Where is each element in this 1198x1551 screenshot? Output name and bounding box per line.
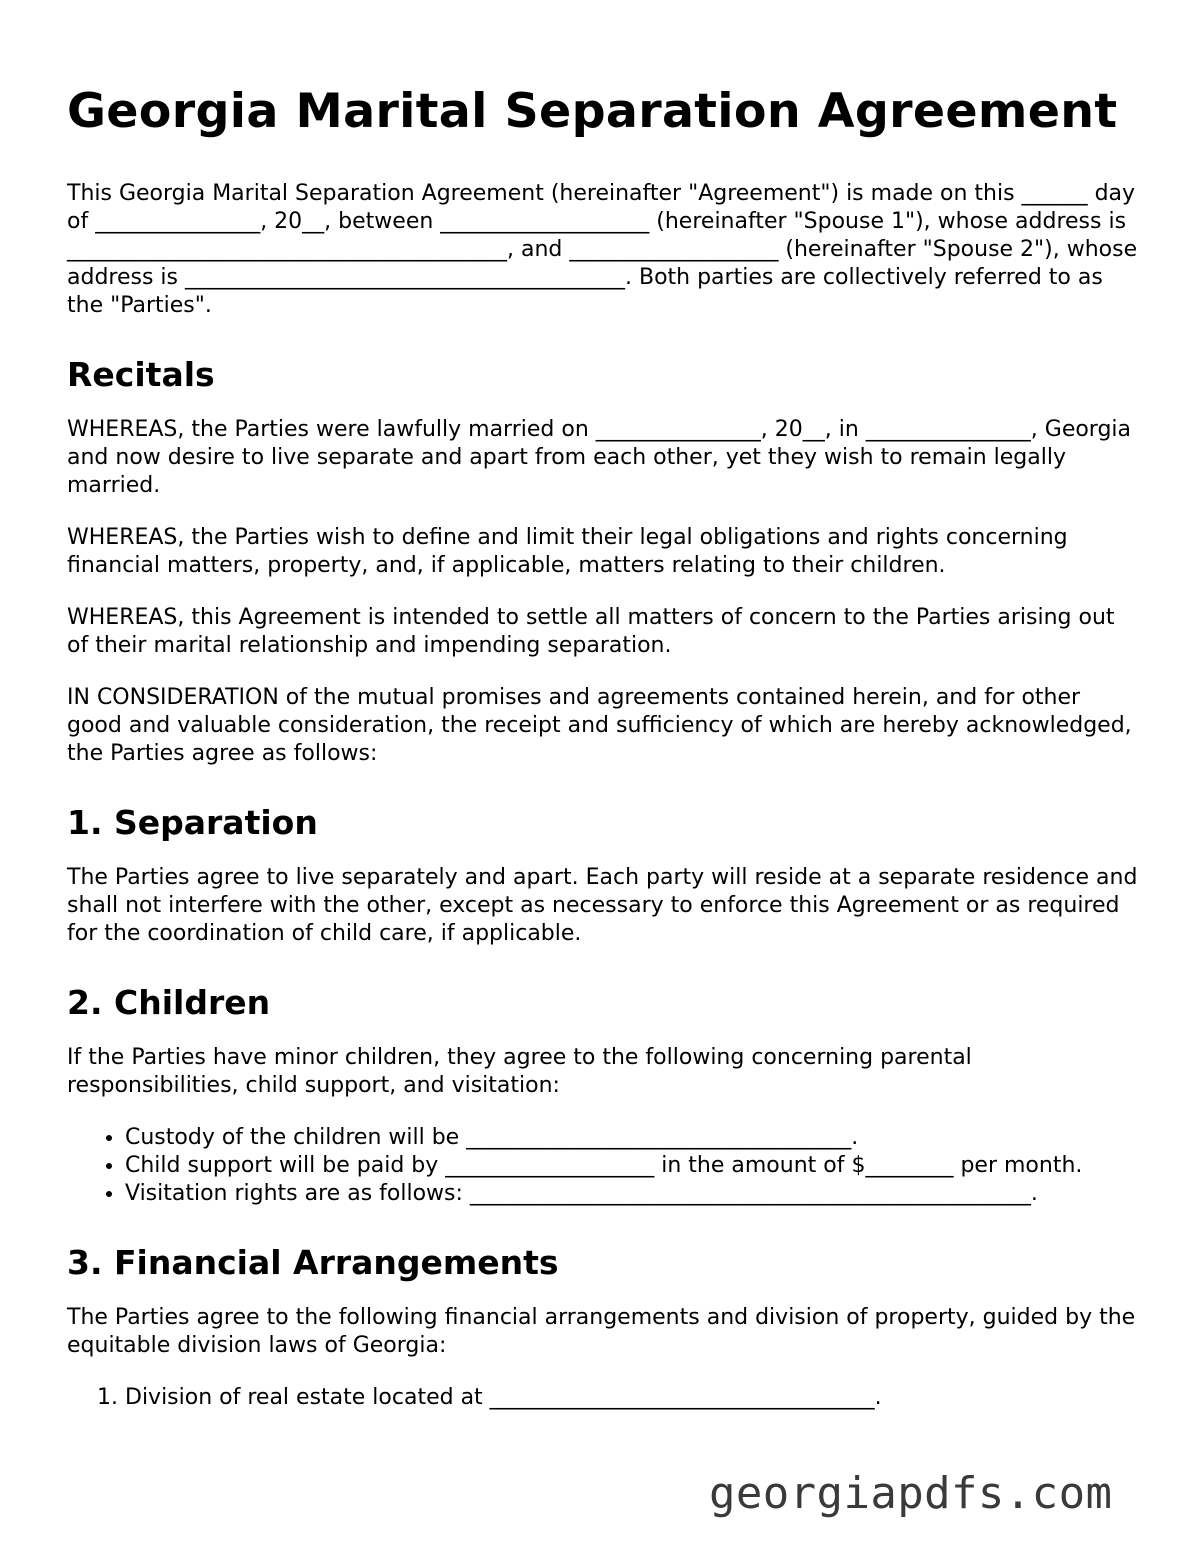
recitals-heading: Recitals: [67, 355, 215, 394]
financial-paragraph: The Parties agree to the following financial arrangements and division of property, guided by the equitable division laws of Georgia:: [67, 1305, 1136, 1358]
separation-heading: 1. Separation: [67, 803, 318, 842]
separation-paragraph: The Parties agree to live separately and apart. Each party will reside at a separate residence and shall not interfere with the other, except as necessary to enforce this Agreement or as required for the coordination of child care, if applicable.: [67, 865, 1138, 946]
intro-paragraph: This Georgia Marital Separation Agreement (hereinafter "Agreement") is made on this ______ day of _______________, 20__, between ___________________ (hereinafter "Spouse 1"), whose address is ________________________________________, and ___________________ (hereinafter "Spouse 2"), whose address is ________________________________________. Both parties are collectively referred to as the "Parties".: [67, 181, 1138, 318]
consideration-paragraph: IN CONSIDERATION of the mutual promises and agreements contained herein, and for other good and valuable consideration, the receipt and sufficiency of which are hereby acknowledged, the Parties agree as follows:: [67, 685, 1132, 766]
watermark: georgiapdfs.com: [709, 1468, 1113, 1519]
recital-paragraph: WHEREAS, the Parties wish to define and limit their legal obligations and rights concerning financial matters, property, and, if applicable, matters relating to their children.: [67, 525, 1068, 578]
financial-heading: 3. Financial Arrangements: [67, 1243, 559, 1282]
list-item: • Child support will be paid by ___________________ in the amount of $________ per month.: [125, 1152, 1139, 1180]
recital-paragraph: WHEREAS, the Parties were lawfully married on _______________, 20__, in _______________, Georgia and now desire to live separate and apart from each other, yet they wish to remain legally married.: [67, 417, 1132, 498]
list-item: 1. Division of real estate located at ___________________________________.: [125, 1384, 1139, 1412]
list-item: • Custody of the children will be ___________________________________.: [125, 1124, 1139, 1152]
document-title: Georgia Marital Separation Agreement: [67, 84, 1118, 139]
children-terms-list: [67, 1124, 1139, 1208]
recital-paragraph: WHEREAS, this Agreement is intended to settle all matters of concern to the Parties arising out of their marital relationship and impending separation.: [67, 605, 1115, 658]
document-page: [67, 80, 1139, 1412]
children-heading: 2. Children: [67, 983, 271, 1022]
children-paragraph: If the Parties have minor children, they agree to the following concerning parental responsibilities, child support, and visitation:: [67, 1045, 972, 1098]
financial-terms-list: [67, 1384, 1139, 1412]
list-item: • Visitation rights are as follows: ___________________________________________________.: [125, 1180, 1139, 1208]
